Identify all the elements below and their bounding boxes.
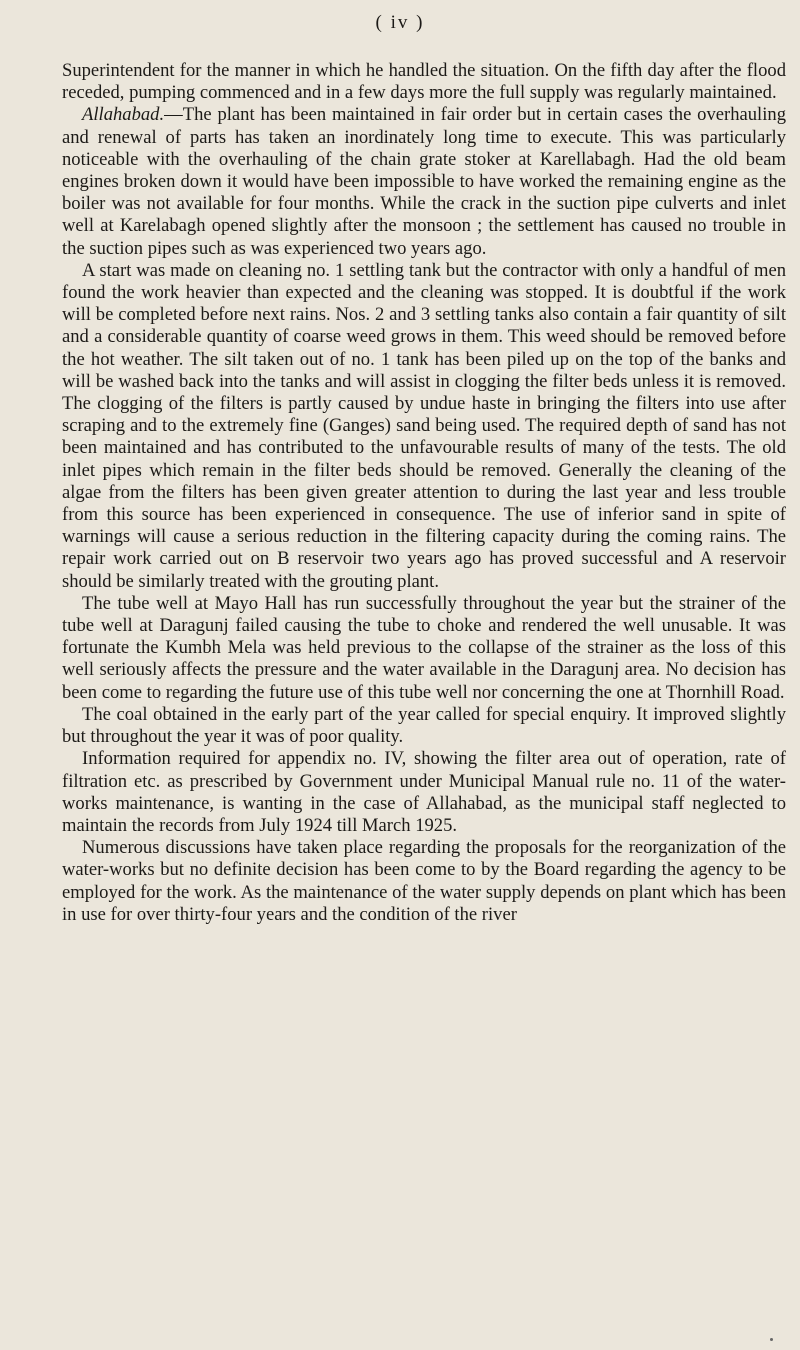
paragraph-text: —The plant has been maintained in fair order but in certain cases the overhauling and renewal of parts has taken an inordinately long time to execute. This was particularly noticeable with the overhauling of the chain grate stoker at Karellabagh. Had the old beam engines broken down it would have been impossible to have worked the remaining engine as the boiler was not available for four months. While the crack in the suction pipe culverts and inlet well at Karelabagh opened slightly after the monsoon ; the settlement has caused no trouble in the suction pipes such as was experienced two years ago.: [62, 104, 786, 259]
paragraph-5: [62, 704, 786, 748]
paragraph-4: [62, 593, 786, 704]
section-heading-allahabad: Allahabad.: [82, 104, 165, 126]
paragraph-text: Numerous discussions have taken place regarding the proposals for the reorganization of the water-works but no definite decision has been come to by the Board regarding the agency to be employed for the work. As the maintenance of the water supply depends on plant which has been in use for over thirty-four years and the condition of the river: [62, 837, 786, 925]
paragraph-text: The tube well at Mayo Hall has run successfully throughout the year but the strainer of the tube well at Daragunj failed causing the tube to choke and rendered the well unusable. It was fortunate the Kumbh Mela was held previous to the collapse of the strainer as the loss of this well seriously affects the pressure and the water available in the Daragunj area. No decision has been come to regarding the future use of this tube well nor concerning the one at Thornhill Road.: [62, 592, 786, 703]
paragraph-6: [62, 748, 786, 837]
page-number: ( iv ): [375, 12, 425, 33]
paragraph-text: Superintendent for the manner in which he handled the situation. On the fifth day after the flood receded, pumping commenced and in a few days more the full supply was regularly maintained.: [62, 60, 786, 104]
paragraph-text: The coal obtained in the early part of the year called for special enquiry. It improved slightly but throughout the year it was of poor quality.: [62, 703, 786, 748]
paragraph-7: [62, 837, 786, 926]
paragraph-1: [62, 60, 786, 104]
body-text: [62, 60, 786, 926]
stray-mark: [770, 1338, 773, 1341]
paragraph-3: [62, 260, 786, 593]
paragraph-2: [62, 104, 786, 259]
paragraph-text: Information required for appendix no. IV, showing the filter area out of operation, rate of filtration etc. as prescribed by Government under Municipal Manual rule no. 11 of the water-works maintenance, is wanting in the case of Allahabad, as the municipal staff neglected to maintain the records from July 1924 till March 1925.: [62, 748, 786, 836]
paragraph-text: A start was made on cleaning no. 1 settling tank but the contractor with only a handful of men found the work heavier than expected and the cleaning was stopped. It is doubtful if the work will be completed before next rains. Nos. 2 and 3 settling tanks also contain a fair quantity of silt and a considerable quantity of coarse weed grows in them. This weed should be removed before the hot weather. The silt taken out of no. 1 tank has been piled up on the top of the banks and will be washed back into the tanks and will assist in clogging the filter beds unless it is removed. The clogging of the filters is partly caused by undue haste in bringing the filters into use after scraping and to the extremely fine (Ganges) sand being used. The required depth of sand has not been maintained and has contributed to the unfavourable results of many of the tests. The old inlet pipes which remain in the filter beds should be removed. Generally the cleaning of the algae from the filters has been given greater attention to during the last year and less trouble from this source has been experienced in consequence. The use of inferior sand in spite of warnings will cause a serious reduction in the filtering capacity during the coming rains. The repair work carried out on B reservoir two years ago has proved successful and A reservoir should be similarly treated with the grouting plant.: [62, 259, 786, 592]
